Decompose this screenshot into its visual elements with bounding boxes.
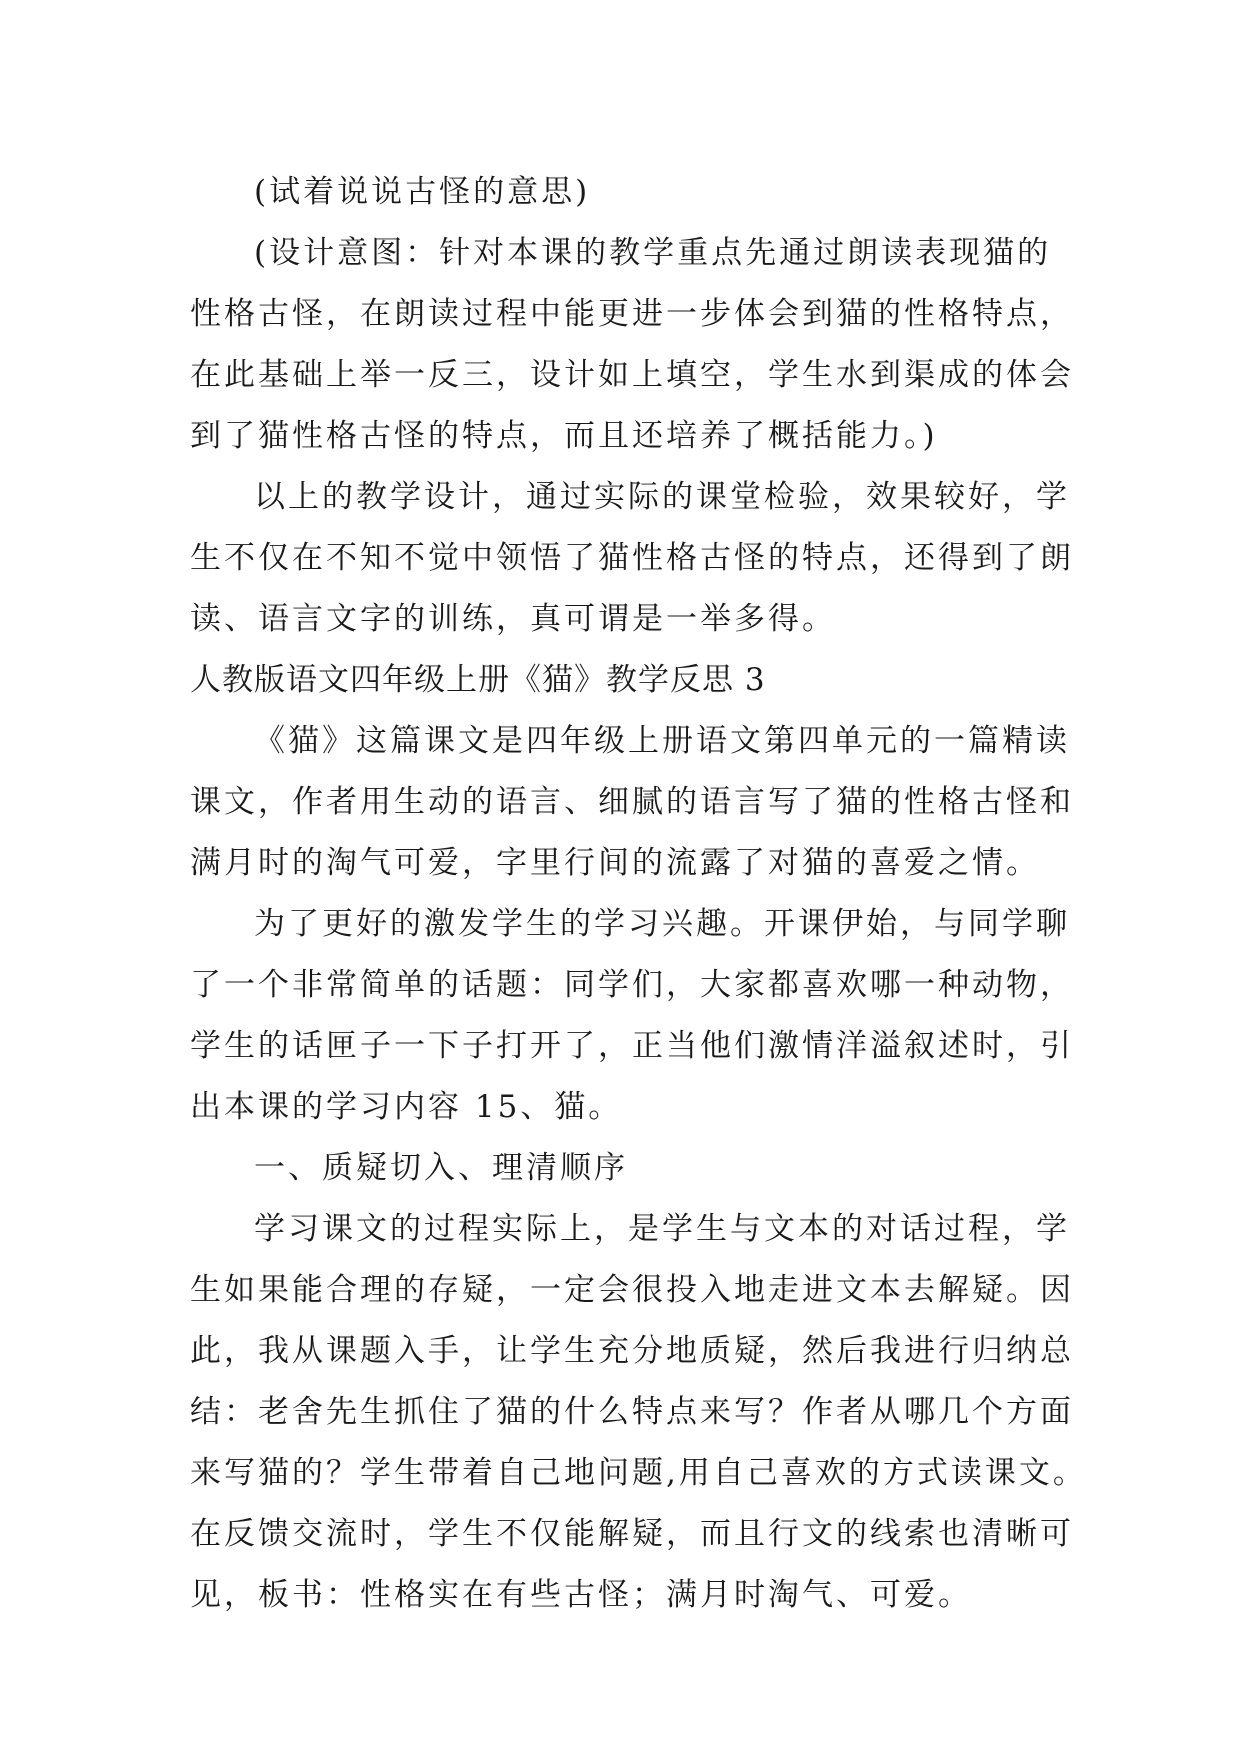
text-line: 为了更好的激发学生的学习兴趣。开课伊始，与同学聊 [254,906,1070,942]
text-line: 课文，作者用生动的语言、细腻的语言写了猫的性格古怪和 [190,784,1074,820]
text-line: 了一个非常简单的话题：同学们，大家都喜欢哪一种动物， [190,967,1074,1003]
text-line: 学习课文的过程实际上，是学生与文本的对话过程，学 [254,1211,1070,1247]
text-line: (设计意图：针对本课的教学重点先通过朗读表现猫的 [254,235,1052,271]
text-line: 生如果能合理的存疑，一定会很投入地走进文本去解疑。因 [190,1272,1074,1308]
subsection-heading: 一、质疑切入、理清顺序 [254,1150,628,1186]
text-line: 性格古怪，在朗读过程中能更进一步体会到猫的性格特点， [190,296,1074,332]
section-heading: 人教版语文四年级上册《猫》教学反思 3 [190,662,766,698]
text-line: 《猫》这篇课文是四年级上册语文第四单元的一篇精读 [254,723,1070,759]
text-line: (试着说说古怪的意思) [254,174,591,210]
text-line: 出本课的学习内容 15、猫。 [190,1089,623,1125]
text-line: 满月时的淘气可爱，字里行间的流露了对猫的喜爱之情。 [190,845,1040,881]
text-line: 在此基础上举一反三，设计如上填空，学生水到渠成的体会 [190,357,1074,393]
text-line: 到了猫性格古怪的特点，而且还培养了概括能力。) [190,418,938,454]
text-line: 见，板书：性格实在有些古怪；满月时淘气、可爱。 [190,1577,972,1613]
document-body [190,162,1087,1626]
text-line: 学生的话匣子一下子打开了，正当他们激情洋溢叙述时，引 [190,1028,1074,1064]
text-line: 此，我从课题入手，让学生充分地质疑，然后我进行归纳总 [190,1333,1074,1369]
text-line: 在反馈交流时，学生不仅能解疑，而且行文的线索也清晰可 [190,1516,1074,1552]
text-line: 生不仅在不知不觉中领悟了猫性格古怪的特点，还得到了朗 [190,540,1074,576]
text-line: 以上的教学设计，通过实际的课堂检验，效果较好，学 [254,479,1070,515]
text-line: 读、语言文字的训练，真可谓是一举多得。 [190,601,836,637]
text-line: 结：老舍先生抓住了猫的什么特点来写？作者从哪几个方面 [190,1394,1074,1430]
text-line: 来写猫的？学生带着自己地问题,用自己喜欢的方式读课文。 [190,1455,1087,1491]
